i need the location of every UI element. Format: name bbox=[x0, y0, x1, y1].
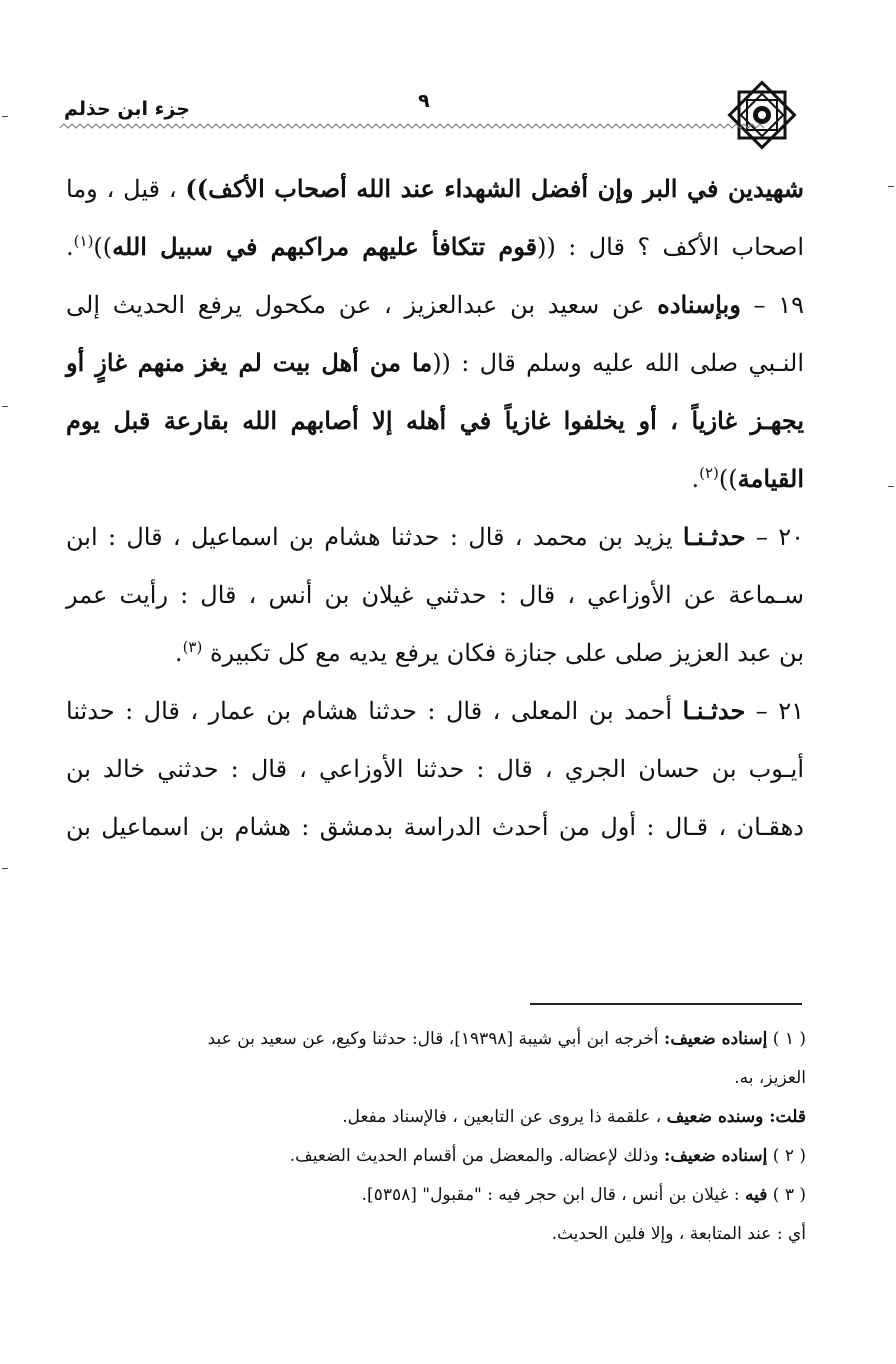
text-line bbox=[66, 624, 804, 682]
text-run: : غيلان بن أنس ، قال ابن حجر فيه : "مقبول" [٥٣٥٨]. bbox=[361, 1185, 745, 1205]
text-run: سـماعة عن الأوزاعي ، قال : حدثني غيلان بن أنس ، قال : رأيت عمر bbox=[66, 581, 804, 609]
footnotes bbox=[82, 1020, 806, 1254]
text-run: ( ٢ ) bbox=[767, 1146, 806, 1166]
text-run: )) bbox=[93, 233, 113, 261]
header-decoration bbox=[0, 0, 896, 150]
footnote-line bbox=[82, 1176, 806, 1215]
eight-point-star-ornament-icon bbox=[729, 82, 794, 147]
bold-text: يجهـز غازياً ، أو يخلفوا غازياً في أهله إلا أصابهم الله بقارعة قبل يوم bbox=[66, 406, 804, 435]
text-run: اصحاب الأكف ؟ قال : (( bbox=[537, 233, 805, 261]
footnote-ref: (٢) bbox=[699, 464, 719, 482]
bold-text: القيامة bbox=[737, 464, 804, 493]
text-line bbox=[66, 218, 804, 276]
punctuation: . bbox=[174, 639, 183, 667]
footnote-line bbox=[82, 1215, 806, 1254]
bold-text: إسناده ضعيف: bbox=[664, 1029, 768, 1049]
bold-text: إسناده ضعيف: bbox=[664, 1146, 768, 1166]
text-line bbox=[66, 798, 804, 856]
text-run: النـبي صلى الله عليه وسلم قال : (( bbox=[432, 349, 804, 377]
text-line bbox=[66, 740, 804, 798]
text-run: ٢١ – bbox=[745, 697, 804, 725]
text-line bbox=[66, 392, 804, 450]
footnote-line bbox=[82, 1059, 806, 1098]
bold-text: قلت: وسنده ضعيف bbox=[666, 1107, 806, 1127]
bold-text: وبإسناده bbox=[657, 290, 741, 319]
book-title: جزء ابن حذلم bbox=[64, 98, 190, 120]
bold-text: فيه bbox=[744, 1185, 768, 1205]
text-line bbox=[66, 334, 804, 392]
footnote-line bbox=[82, 1137, 806, 1176]
text-run: أخرجه ابن أبي شيبة [١٩٣٩٨]، قال: حدثنا وكيع، عن سعيد بن عبد bbox=[207, 1029, 665, 1049]
text-run: بن عبد العزيز صلى على جنازة فكان يرفع يديه مع كل تكبيرة bbox=[202, 639, 804, 667]
margin-mark bbox=[888, 186, 894, 187]
text-run: أي : عند المتابعة ، وإلا فلين الحديث. bbox=[551, 1224, 806, 1244]
text-run: ، قيل ، وما bbox=[66, 175, 186, 203]
text-run: ( ٣ ) bbox=[767, 1185, 806, 1205]
text-run: )) bbox=[718, 465, 738, 493]
text-line bbox=[66, 276, 804, 334]
bold-text: شهيدين في البر وإن أفضل الشهداء عند الله أصحاب الأكف)) bbox=[185, 174, 804, 203]
footnote-line bbox=[82, 1020, 806, 1059]
bold-text: حدثـنـا bbox=[682, 522, 746, 551]
text-run: ١٩ – bbox=[740, 291, 804, 319]
footnote-ref: (٣) bbox=[182, 638, 203, 656]
footnote-ref: (١) bbox=[73, 232, 94, 250]
text-line bbox=[66, 450, 804, 508]
footnote-line bbox=[82, 1098, 806, 1137]
text-run: العزيز، به. bbox=[734, 1068, 806, 1088]
margin-mark bbox=[2, 406, 8, 407]
page-header bbox=[0, 0, 896, 150]
text-line bbox=[66, 566, 804, 624]
text-run: ( ١ ) bbox=[767, 1029, 806, 1049]
text-run: أحمد بن المعلى ، قال : حدثنا هشام بن عمار ، قال : حدثنا bbox=[66, 697, 683, 725]
header-wavy-rule bbox=[60, 124, 764, 128]
bold-text: ما من أهل بيت لم يغز منهم غازٍ أو bbox=[66, 348, 433, 377]
margin-mark bbox=[2, 116, 8, 117]
text-line bbox=[66, 160, 804, 218]
text-run: دهقـان ، قـال : أول من أحدث الدراسة بدمشق : هشام بن اسماعيل بن bbox=[66, 813, 804, 841]
margin-mark bbox=[2, 868, 8, 869]
main-text bbox=[66, 160, 804, 856]
page-number: ٩ bbox=[418, 90, 430, 112]
text-run: ٢٠ – bbox=[745, 523, 804, 551]
text-run: ، علقمة ذا يروى عن التابعين ، فالإسناد مفعل. bbox=[342, 1107, 667, 1127]
text-run: يزيد بن محمد ، قال : حدثنا هشام بن اسماعيل ، قال : ابن bbox=[66, 523, 683, 551]
text-line bbox=[66, 508, 804, 566]
punctuation: . bbox=[66, 233, 74, 261]
footnote-separator bbox=[530, 1003, 802, 1005]
bold-text: قوم تتكافأ عليهم مراكبهم في سبيل الله bbox=[112, 232, 538, 261]
text-run: عن سعيد بن عبدالعزيز ، عن مكحول يرفع الحديث إلى bbox=[66, 291, 658, 319]
bold-text: حدثـنـا bbox=[682, 696, 746, 725]
text-run: وذلك لإعضاله. والمعضل من أقسام الحديث الضعيف. bbox=[289, 1146, 665, 1166]
text-run: أيـوب بن حسان الجري ، قال : حدثنا الأوزاعي ، قال : حدثني خالد بن bbox=[66, 755, 804, 783]
punctuation: . bbox=[691, 465, 700, 493]
margin-mark bbox=[888, 486, 894, 487]
text-line bbox=[66, 682, 804, 740]
